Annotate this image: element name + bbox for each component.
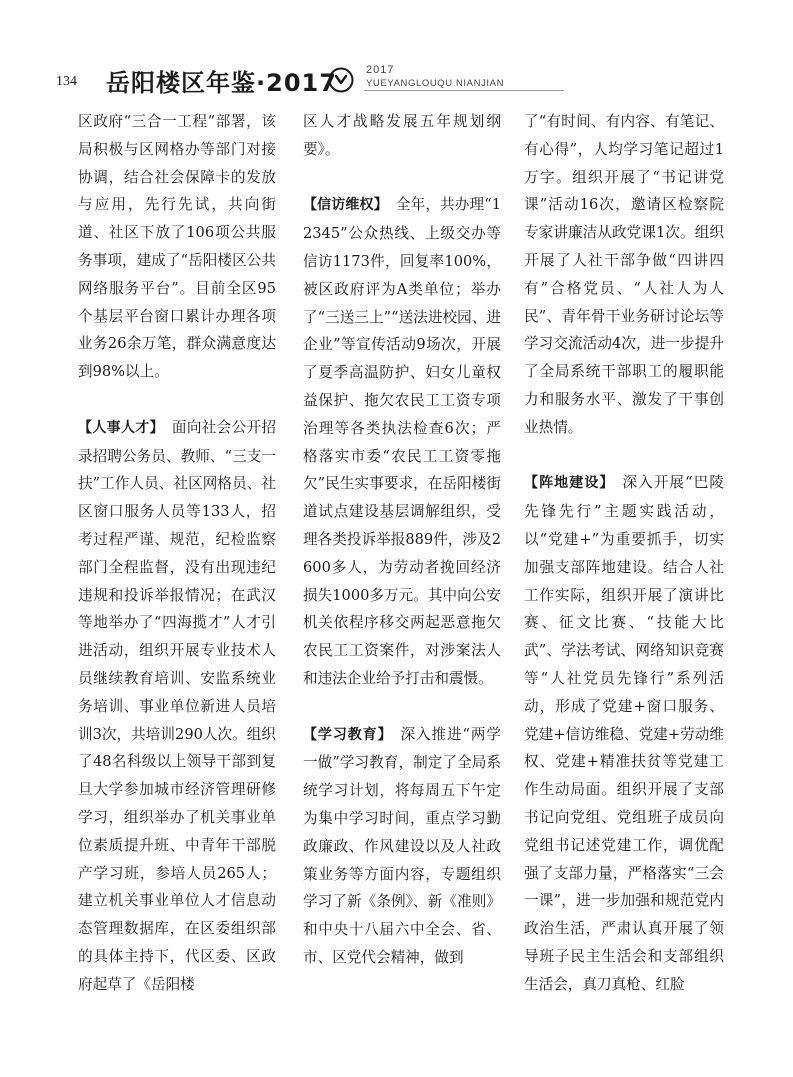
section-title: 【信访维权】 [303, 197, 388, 214]
text-column-3 [524, 108, 724, 999]
brand-year: 2017 [366, 64, 395, 76]
book-title: 岳阳楼区年鉴·2017 [106, 69, 337, 97]
circle-chevron-icon [328, 67, 354, 93]
header-divider [364, 90, 564, 91]
section-body: 深入开展“巴陵先锋先行”主题实践活动，以“党建+”为重要抓手，切实加强支部阵地建设。结合人社工作实际，组织开展了演讲比赛、征文比赛、“技能大比武”、学法考试、网络知识竞赛等“人社党员先锋行”系列活动，形成了党建+窗口服务、党建+信访维稳、党建+劳动维权、党建+精准扶贫等党建工作生动局面。组织开展了支部书记向党组、党组班子成员向党组书记述党建工作，调优配强了支部力量，严格落实“三会一课”，进一步加强和规范党内政治生活，严肃认真开展了领导班子民主生活会和支部组织生活会，真刀真枪、红脸 [524, 474, 724, 993]
section-study [303, 721, 501, 972]
page-header [56, 62, 756, 102]
text-column-1 [78, 108, 276, 999]
paragraph: 了“有时间、有内容、有笔记、有心得”，人均学习笔记超过1万字。组织开展了“书记讲党课”活动16次，邀请区检察院专家讲廉洁从政党课1次。组织开展了人社干部争做“四讲四有”合格党员、“人社人为人民”、青年骨干业务研讨论坛等学习交流活动4次，进一步提升了全局系统干部职工的履职能力和服务水平、激发了干事创业热情。 [524, 113, 724, 436]
section-base-building [524, 469, 724, 998]
section-body: 全年，共办理“12345”公众热线、上级交办等信访1173件，回复率100%，被区政府评为A类单位；举办了“三送三上”“送法进校园、进企业”等宣传活动9场次，开展了夏季高温防护、妇女儿童权益保护、拖欠农民工工资专项治理等各类执法检查6次；严格落实市委“农民工工资零拖欠”民生实事要求，在岳阳楼街道试点建设基层调解组织，受理各类投诉举报889件，涉及2600多人，为劳动者挽回经济损失1000多万元。其中向公安机关依程序移交两起恶意拖欠农民工工资案件，对涉案法人和违法企业给予打击和震慑。 [303, 196, 501, 687]
section-body: 深入推进“两学一做”学习教育，制定了全局系统学习计划，将每周五下午定为集中学习时间，重点学习勤政廉政、作风建设以及人社政策业务等方面内容，专题组织学习了新《条例》、新《准则》和中央十八届六中全会、省、市、区党代会精神，做到 [303, 725, 501, 966]
paragraph: 区政府“三合一工程”部署，该局积极与区网格办等部门对接协调，结合社会保障卡的发放与应用，先行先试，共向街道、社区下放了106项公共服务事项，建成了“岳阳楼区公共网络服务平台”。目前全区95个基层平台窗口累计办理各项业务26余万笔，群众满意度达到98%以上。 [78, 113, 276, 381]
section-petition [303, 191, 501, 692]
section-title: 【人事人才】 [78, 419, 164, 436]
text-column-2 [303, 108, 501, 972]
paragraph: 区人才战略发展五年规划纲要》。 [303, 113, 501, 158]
section-title: 【学习教育】 [303, 726, 393, 743]
section-body: 面向社会公开招录招聘公务员、教师、“三支一扶”工作人员、社区网格员、社区窗口服务人员等133人，招考过程严谨、规范，纪检监察部门全程监督，没有出现违纪违规和投诉举报情况；在武汉等地举办了“四海揽才”人才引进活动，组织开展专业技术人员继续教育培训、安监系统业务培训、事业单位新进人员培训3次，共培训290人次。组织了48名科级以上领导干部到复旦大学参加城市经济管理研修学习，组织举办了机关事业单位素质提升班、中青年干部脱产学习班，参培人员265人；建立机关事业单位人才信息动态管理数据库，在区委组织部的具体主持下，代区委、区政府起草了《岳阳楼 [78, 418, 276, 993]
page-number: 134 [56, 74, 77, 89]
section-personnel [78, 414, 276, 999]
section-title: 【阵地建设】 [524, 475, 615, 492]
brand-pinyin: YUEYANGLOUQU NIANJIAN [366, 78, 505, 89]
brand-block [366, 64, 504, 90]
